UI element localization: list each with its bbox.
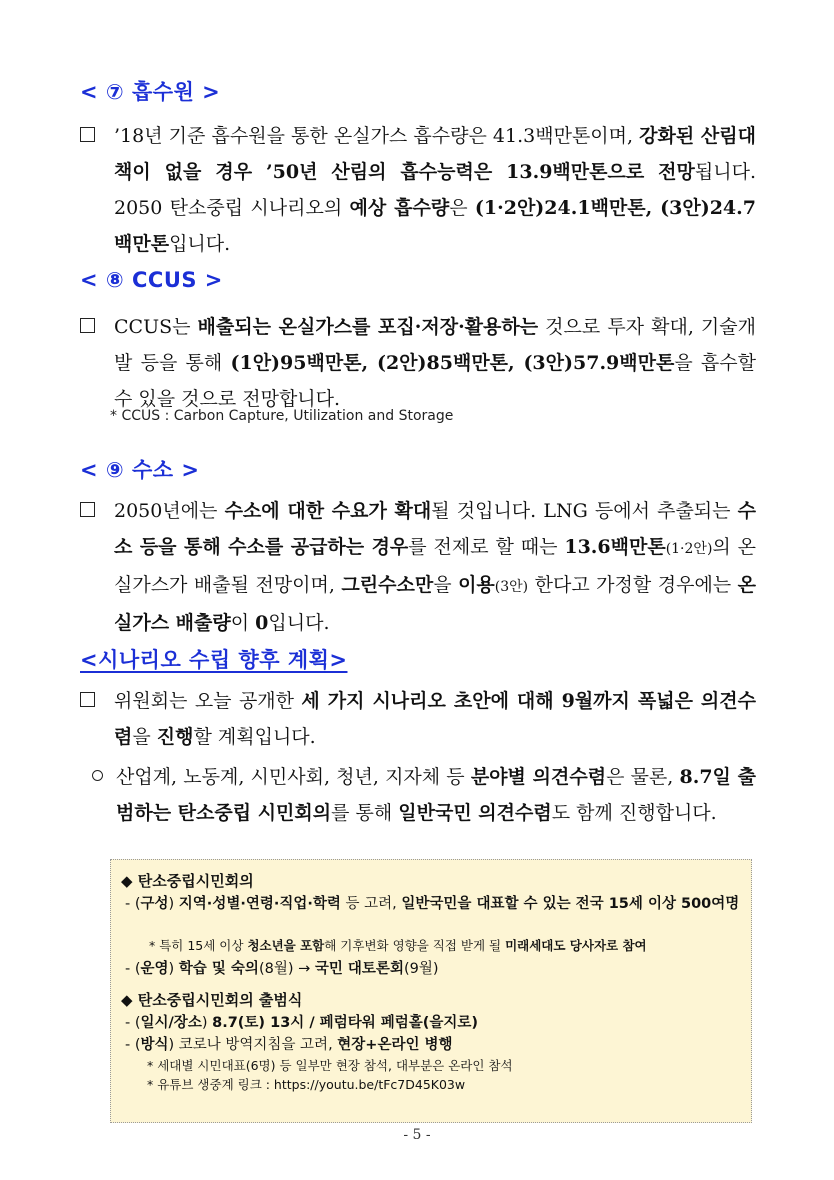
paragraph-text: 위원회는 오늘 공개한 세 가지 시나리오 초안에 대해 9월까지 폭넓은 의견수렴을 진행할 계획입니다. (114, 690, 756, 748)
subparagraph-text: 산업계, 노동계, 시민사회, 청년, 지자체 등 분야별 의견수렴은 물론, 8.7일 출범하는 탄소중립 시민회의를 통해 일반국민 의견수렴도 함께 진행합니다. (116, 766, 757, 824)
infobox-composition: - (구성) 지역·성별·연령·직업·학력 등 고려, 일반국민을 대표할 수 있는 전국 15세 이상 500여명 (125, 896, 740, 912)
page-number: - 5 - (403, 1127, 431, 1143)
section-title-hydrogen: < ⑨ 수소 > (80, 458, 200, 482)
infobox-title-assembly: ◆ 탄소중립시민회의 (121, 872, 254, 890)
circle-bullet-icon (92, 770, 103, 781)
checkbox-bullet-icon (80, 502, 95, 517)
section-title-ccus: < ⑧ CCUS > (80, 268, 223, 292)
section-title-absorption: < ⑦ 흡수원 > (80, 80, 221, 104)
infobox-note-attendance: * 세대별 시민대표(6명) 등 일부만 현장 참석, 대부분은 온라인 참석 (147, 1058, 513, 1073)
ccus-footnote: * CCUS : Carbon Capture, Utilization and Storage (110, 408, 454, 424)
checkbox-bullet-icon (80, 692, 95, 707)
paragraph-plan (80, 683, 756, 755)
infobox-note-youtube-link[interactable]: * 유튜브 생중계 링크 : https://youtu.be/tFc7D45K03w (147, 1077, 466, 1092)
section-title-plan: <시나리오 수립 향후 계획> (80, 648, 348, 672)
paragraph-hydrogen (80, 493, 756, 641)
infobox-title-launch: ◆ 탄소중립시민회의 출범식 (121, 991, 303, 1009)
paragraph-absorption (80, 118, 756, 262)
subparagraph-plan (92, 759, 756, 831)
infobox-note-youth: * 특히 15세 이상 청소년을 포함해 기후변화 영향을 직접 받게 될 미래세대도 당사자로 참여 (149, 938, 647, 953)
checkbox-bullet-icon (80, 318, 95, 333)
paragraph-text: 2050년에는 수소에 대한 수요가 확대될 것입니다. LNG 등에서 추출되는 수소 등을 통해 수소를 공급하는 경우를 전제로 할 때는 13.6백만톤(1·2안)의 온실가스가 배출될 전망이며, 그린수소만을 이용(3안) 한다고 가정할 경우에는 온실가스 배출량이 0입니다. (114, 500, 757, 634)
paragraph-ccus (80, 309, 756, 417)
infobox-method: - (방식) 코로나 방역지침을 고려, 현장+온라인 병행 (125, 1037, 453, 1053)
infobox-operation: - (운영) 학습 및 숙의(8월) → 국민 대토론회(9월) (125, 961, 439, 977)
citizen-assembly-infobox (110, 859, 752, 1123)
infobox-date-place: - (일시/장소) 8.7(토) 13시 / 페럼타워 페럼홀(을지로) (125, 1015, 479, 1031)
paragraph-text: CCUS는 배출되는 온실가스를 포집·저장·활용하는 것으로 투자 확대, 기술개발 등을 통해 (1안)95백만톤, (2안)85백만톤, (3안)57.9백만톤을 흡수할 수 있을 것으로 전망합니다. (114, 316, 756, 410)
paragraph-text: ’18년 기준 흡수원을 통한 온실가스 흡수량은 41.3백만톤이며, 강화된 산림대책이 없을 경우 ’50년 산림의 흡수능력은 13.9백만톤으로 전망됩니다. 2050 탄소중립 시나리오의 예상 흡수량은 (1·2안)24.1백만톤, (3안)24.7백만톤입니다. (114, 125, 756, 255)
checkbox-bullet-icon (80, 127, 95, 142)
